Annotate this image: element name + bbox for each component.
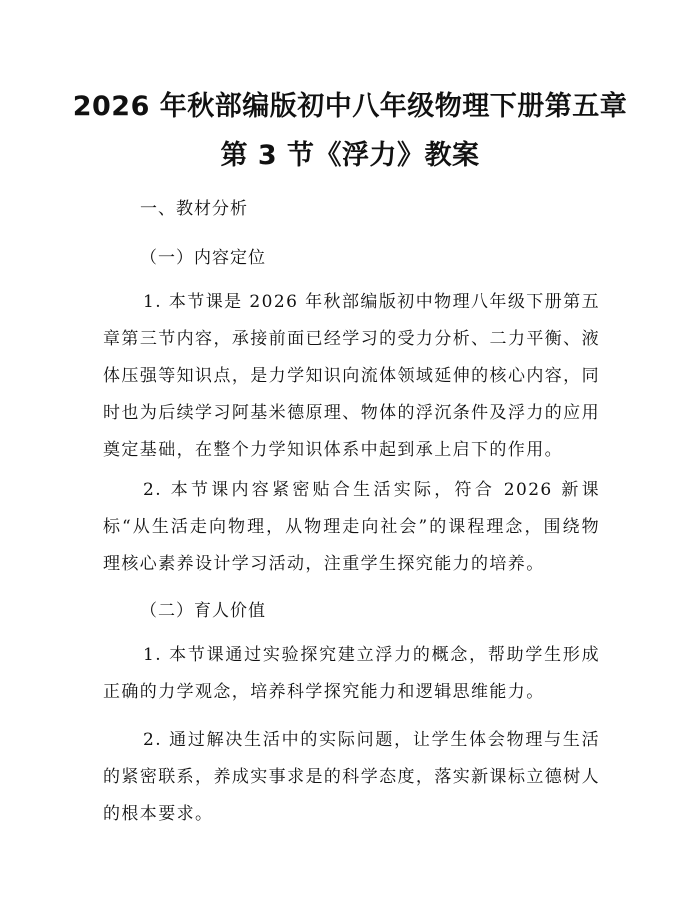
paragraph-value-2: 2. 通过解决生活中的实际问题，让学生体会物理与生活的紧密联系，养成实事求是的科学态度，落实新课标立德树人的根本要求。 <box>103 730 600 824</box>
paragraph-content-2: 2. 本节课内容紧密贴合生活实际，符合 2026 新课标“从生活走向物理，从物理走向社会”的课程理念，围绕物理核心素养设计学习活动，注重学生探究能力的培养。 <box>103 480 600 574</box>
document-title-line1: 2026 年秋部编版初中八年级物理下册第五章 <box>72 91 628 122</box>
subsection-heading-educational-value: （二）育人价值 <box>140 601 266 621</box>
paragraph-value-1: 1. 本节课通过实验探究建立浮力的概念，帮助学生形成正确的力学观念，培养科学探究能力和逻辑思维能力。 <box>103 645 600 702</box>
section-heading-textbook-analysis: 一、教材分析 <box>140 199 248 219</box>
paragraph-content-1: 1. 本节课是 2026 年秋部编版初中物理八年级下册第五章第三节内容，承接前面已经学习的受力分析、二力平衡、液体压强等知识点，是力学知识向流体领域延伸的核心内容，同时也为后续学习阿基米德原理、物体的浮沉条件及浮力的应用奠定基础，在整个力学知识体系中起到承上启下的作用。 <box>103 292 600 460</box>
subsection-heading-content-positioning: （一）内容定位 <box>140 248 266 268</box>
document-title-line2: 第 3 节《浮力》教案 <box>220 140 480 171</box>
